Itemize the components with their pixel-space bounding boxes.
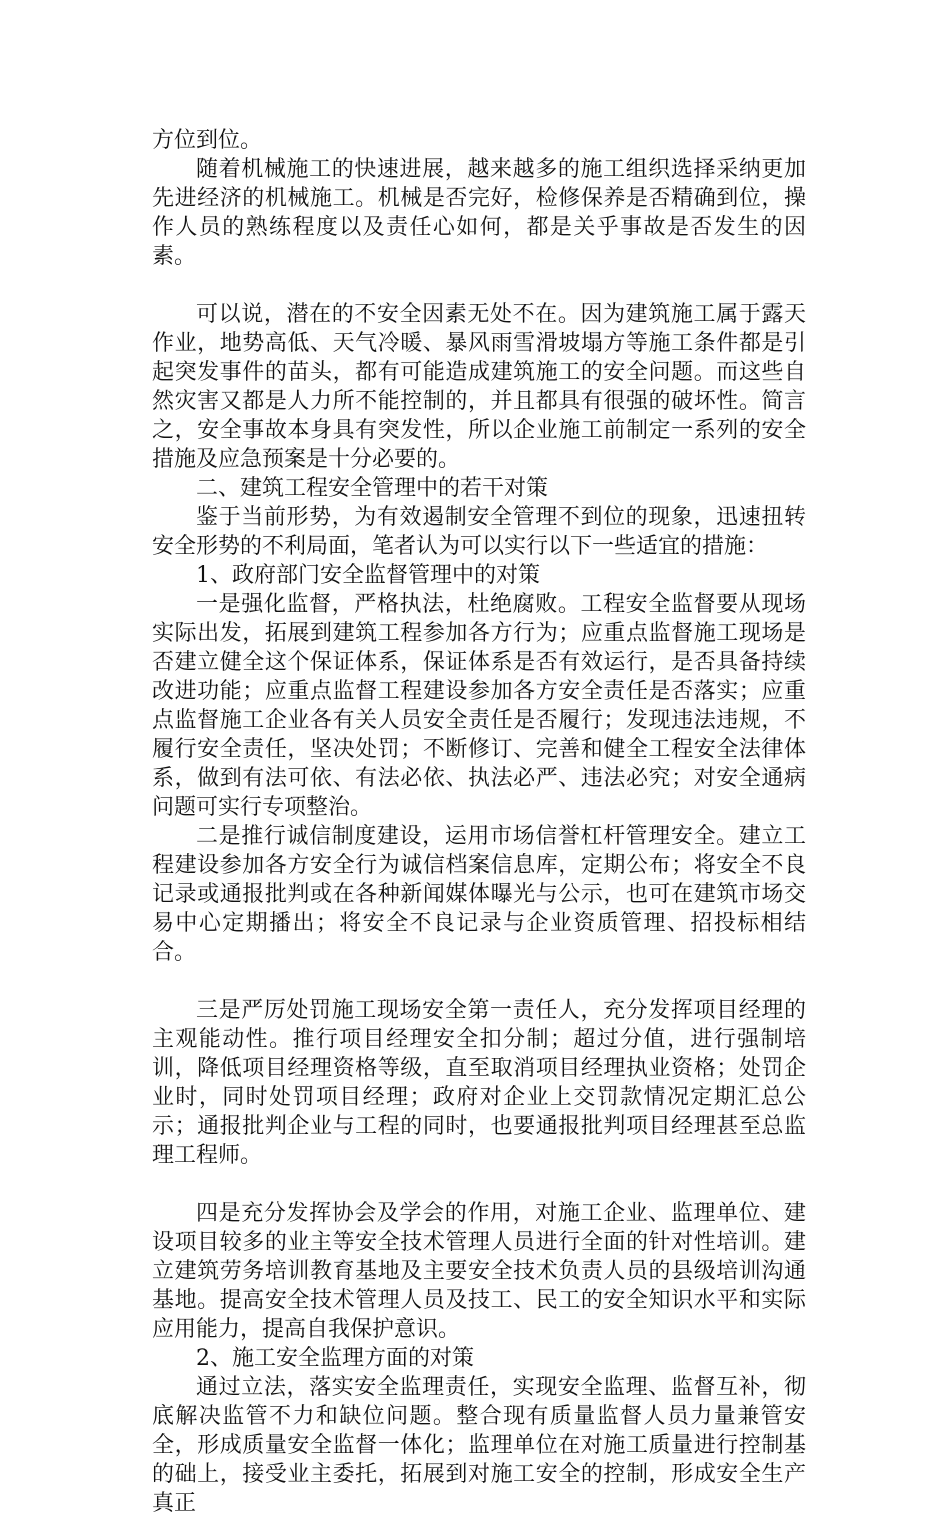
paragraph-measure-4: 四是充分发挥协会及学会的作用，对施工企业、监理单位、建设项目较多的业主等安全技术管理人员进行全面的针对性培训。建立建筑劳务培训教育基地及主要安全技术负责人员的县级培训沟通基地。提高安全技术管理人员及技工、民工的安全知识水平和实际应用能力，提高自我保护意识。 (152, 1201, 806, 1342)
paragraph-machinery: 随着机械施工的快速进展，越来越多的施工组织选择采纳更加先进经济的机械施工。机械是否完好，检修保养是否精确到位，操作人员的熟练程度以及责任心如何，都是关乎事故是否发生的因素。 (152, 157, 806, 269)
paragraph-supervision: 通过立法，落实安全监理责任，实现安全监理、监督互补，彻底解决监管不力和缺位问题。整合现有质量监督人员力量兼管安全，形成质量安全监督一体化；监理单位在对施工质量进行控制基的础上，接受业主委托，拓展到对施工安全的控制，形成安全生产真正 (152, 1375, 806, 1516)
paragraph-unsafe-factors: 可以说，潜在的不安全因素无处不在。因为建筑施工属于露天作业，地势高低、天气冷暖、暴风雨雪滑坡塌方等施工条件都是引起突发事件的苗头，都有可能造成建筑施工的安全问题。而这些自然灾害又都是人力所不能控制的，并且都具有很强的破坏性。简言之，安全事故本身具有突发性，所以企业施工前制定一系列的安全措施及应急预案是十分必要的。 (152, 302, 806, 472)
document-page (152, 126, 806, 1518)
subsection-heading-1: 1、政府部门安全监督管理中的对策 (196, 563, 540, 588)
paragraph-intro-measures: 鉴于当前形势，为有效遏制安全管理不到位的现象，迅速扭转安全形势的不利局面，笔者认为可以实行以下一些适宜的措施： (152, 505, 806, 559)
paragraph-measure-1: 一是强化监督，严格执法，杜绝腐败。工程安全监督要从现场实际出发，拓展到建筑工程参加各方行为；应重点监督施工现场是否建立健全这个保证体系，保证体系是否有效运行，是否具备持续改进功能；应重点监督工程建设参加各方安全责任是否落实；应重点监督施工企业各有关人员安全责任是否履行；发现违法违规，不履行安全责任，坚决处罚；不断修订、完善和健全工程安全法律体系，做到有法可依、有法必依、执法必严、违法必究；对安全通病问题可实行专项整治。 (152, 592, 806, 820)
subsection-heading-2: 2、施工安全监理方面的对策 (196, 1346, 474, 1371)
paragraph-measure-2: 二是推行诚信制度建设，运用市场信誉杠杆管理安全。建立工程建设参加各方安全行为诚信档案信息库，定期公布；将安全不良记录或通报批判或在各种新闻媒体曝光与公示，也可在建筑市场交易中心定期播出；将安全不良记录与企业资质管理、招投标相结合。 (152, 824, 806, 965)
section-heading-2: 二、建筑工程安全管理中的若干对策 (196, 476, 549, 501)
paragraph-measure-3: 三是严厉处罚施工现场安全第一责任人，充分发挥项目经理的主观能动性。推行项目经理安全扣分制；超过分值，进行强制培训，降低项目经理资格等级，直至取消项目经理执业资格；处罚企业时，同时处罚项目经理；政府对企业上交罚款情况定期汇总公示；通报批判企业与工程的同时，也要通报批判项目经理甚至总监理工程师。 (152, 998, 806, 1168)
paragraph-continuation: 方位到位。 (152, 128, 263, 153)
